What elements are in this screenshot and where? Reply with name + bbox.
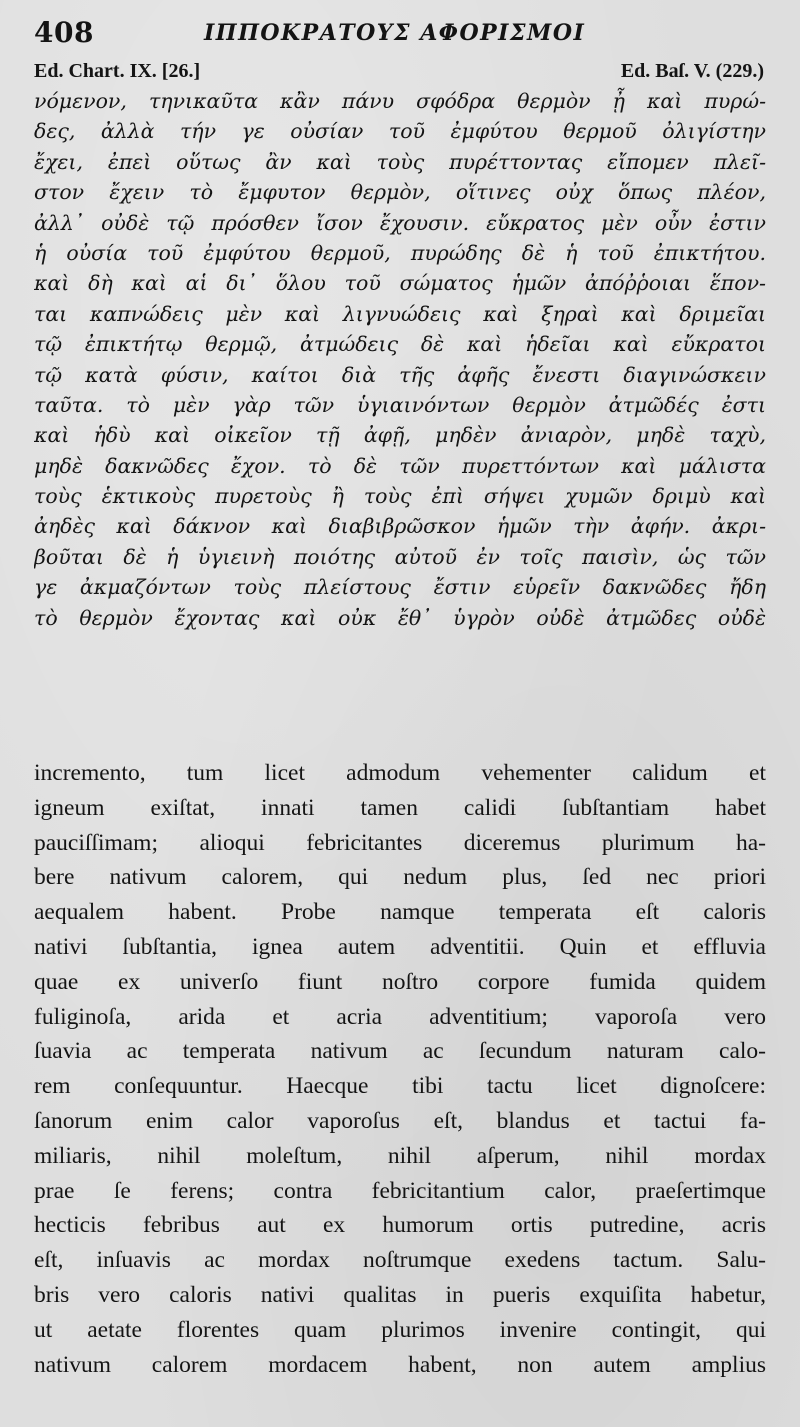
greek-text-line: ται καπνώδεις μὲν καὶ λιγνυώδεις καὶ ξηραὶ καὶ δριμεῖαι — [34, 301, 766, 326]
greek-text-line: καὶ δὴ καὶ αἱ δι᾽ ὅλου τοῦ σώματος ἡμῶν ἀπόῤῥοιαι ἕπον- — [34, 271, 766, 296]
greek-text-line: ταῦτα. τὸ μὲν γὰρ τῶν ὑγιαινόντων θερμὸν ἀτμῶδές ἐστι — [34, 392, 766, 417]
latin-text-line: bris vero caloris nativi qualitas in pueris exquiſita habetur, — [34, 1281, 766, 1308]
latin-text-line: nativum calorem mordacem habent, non autem amplius — [34, 1351, 766, 1378]
latin-text-line: aequalem habent. Probe namque temperata eſt caloris — [34, 899, 766, 926]
latin-text-line: quae ex univerſo fiunt noſtro corpore fumida quidem — [34, 968, 766, 995]
greek-text-line: βοῦται δὲ ἡ ὑγιεινὴ ποιότης αὐτοῦ ἐν τοῖς παισὶν, ὡς τῶν — [34, 544, 766, 569]
greek-text-line: ἡ οὐσία τοῦ ἐμφύτου θερμοῦ, πυρώδης δὲ ἡ τοῦ ἐπικτήτου. — [34, 240, 766, 265]
greek-text-line: ἔχει, ἐπεὶ οὕτως ἂν καὶ τοὺς πυρέττοντας εἴπομεν πλεῖ- — [34, 149, 766, 174]
greek-text-line: ἀηδὲς καὶ δάκνον καὶ διαβιβρῶσκον ἡμῶν τὴν ἀφήν. ἀκρι- — [34, 514, 766, 539]
latin-text-line: pauciſſimam; alioqui febricitantes diceremus plurimum ha- — [34, 829, 766, 856]
greek-text-line: δες, ἀλλὰ τήν γε οὐσίαν τοῦ ἐμφύτου θερμοῦ ὀλιγίστην — [34, 119, 766, 144]
latin-text-line: rem conſequuntur. Haecque tibi tactu licet dignoſcere: — [34, 1073, 766, 1100]
greek-text-line: καὶ ἡδὺ καὶ οἰκεῖον τῇ ἀφῇ, μηδὲν ἀνιαρὸν, μηδὲ ταχὺ, — [34, 423, 766, 448]
greek-text-line: ἀλλ᾽ οὐδὲ τῷ πρόσθεν ἴσον ἔχουσιν. εὔκρατος μὲν οὖν ἐστιν — [34, 210, 766, 235]
greek-text-block — [34, 86, 766, 633]
latin-text-line: bere nativum calorem, qui nedum plus, ſed nec priori — [34, 864, 766, 891]
running-title: ΙΠΠΟΚΡΑΤΟΥΣ ΑΦΟΡΙΣΜΟΙ — [204, 20, 586, 46]
latin-text-line: igneum exiſtat, innati tamen calidi ſubſtantiam habet — [34, 794, 766, 821]
latin-text-line: incremento, tum licet admodum vehementer calidum et — [34, 760, 766, 786]
edition-reference-basel: Ed. Baſ. V. (229.) — [620, 60, 764, 82]
latin-text-line: fuliginoſa, arida et acria adventitium; vaporoſa vero — [34, 1003, 766, 1030]
greek-text-line: νόμενον, τηνικαῦτα κἂν πάνυ σφόδρα θερμὸν ᾖ καὶ πυρώ- — [34, 89, 766, 113]
latin-text-line: miliaris, nihil moleſtum, nihil aſperum, nihil mordax — [34, 1142, 766, 1169]
latin-text-line: prae ſe ferens; contra febricitantium calor, praeſertimque — [34, 1177, 766, 1204]
latin-text-line: nativi ſubſtantia, ignea autem adventitii. Quin et effluvia — [34, 933, 766, 960]
latin-text-line: ut aetate florentes quam plurimos invenire contingit, qui — [34, 1316, 766, 1343]
greek-text-line: τῷ κατὰ φύσιν, καίτοι διὰ τῆς ἀφῆς ἔνεστι διαγινώσκειν — [34, 362, 766, 387]
page-header — [34, 14, 774, 54]
page-number: 408 — [34, 16, 94, 49]
latin-text-line: ſuavia ac temperata nativum ac ſecundum naturam calo- — [34, 1038, 766, 1065]
greek-text-line: γε ἀκμαζόντων τοὺς πλείστους ἔστιν εὑρεῖν δακνῶδες ἤδη — [34, 575, 766, 600]
latin-text-line: hecticis febribus aut ex humorum ortis putredine, acris — [34, 1212, 766, 1239]
greek-text-line: μηδὲ δακνῶδες ἔχον. τὸ δὲ τῶν πυρεττόντων καὶ μάλιστα — [34, 453, 766, 478]
greek-text-line: τῷ ἐπικτήτῳ θερμῷ, ἀτμώδεις δὲ καὶ ἡδεῖαι καὶ εὔκρατοι — [34, 332, 766, 357]
edition-references — [34, 60, 764, 88]
greek-text-line: στον ἔχειν τὸ ἔμφυτον θερμὸν, οἵτινες οὐχ ὅπως πλέον, — [34, 180, 766, 205]
latin-text-block — [34, 756, 766, 1382]
greek-text-line: τὸ θερμὸν ἔχοντας καὶ οὐκ ἔθ᾽ ὑγρὸν οὐδὲ ἀτμῶδες οὐδὲ — [34, 605, 766, 630]
latin-text-line: eſt, inſuavis ac mordax noſtrumque exedens tactum. Salu- — [34, 1247, 766, 1274]
edition-reference-chartier: Ed. Chart. IX. [26.] — [34, 60, 201, 82]
greek-text-line: τοὺς ἑκτικοὺς πυρετοὺς ἢ τοὺς ἐπὶ σήψει χυμῶν δριμὺ καὶ — [34, 484, 766, 509]
latin-text-line: ſanorum enim calor vaporoſus eſt, blandus et tactui fa- — [34, 1107, 766, 1134]
